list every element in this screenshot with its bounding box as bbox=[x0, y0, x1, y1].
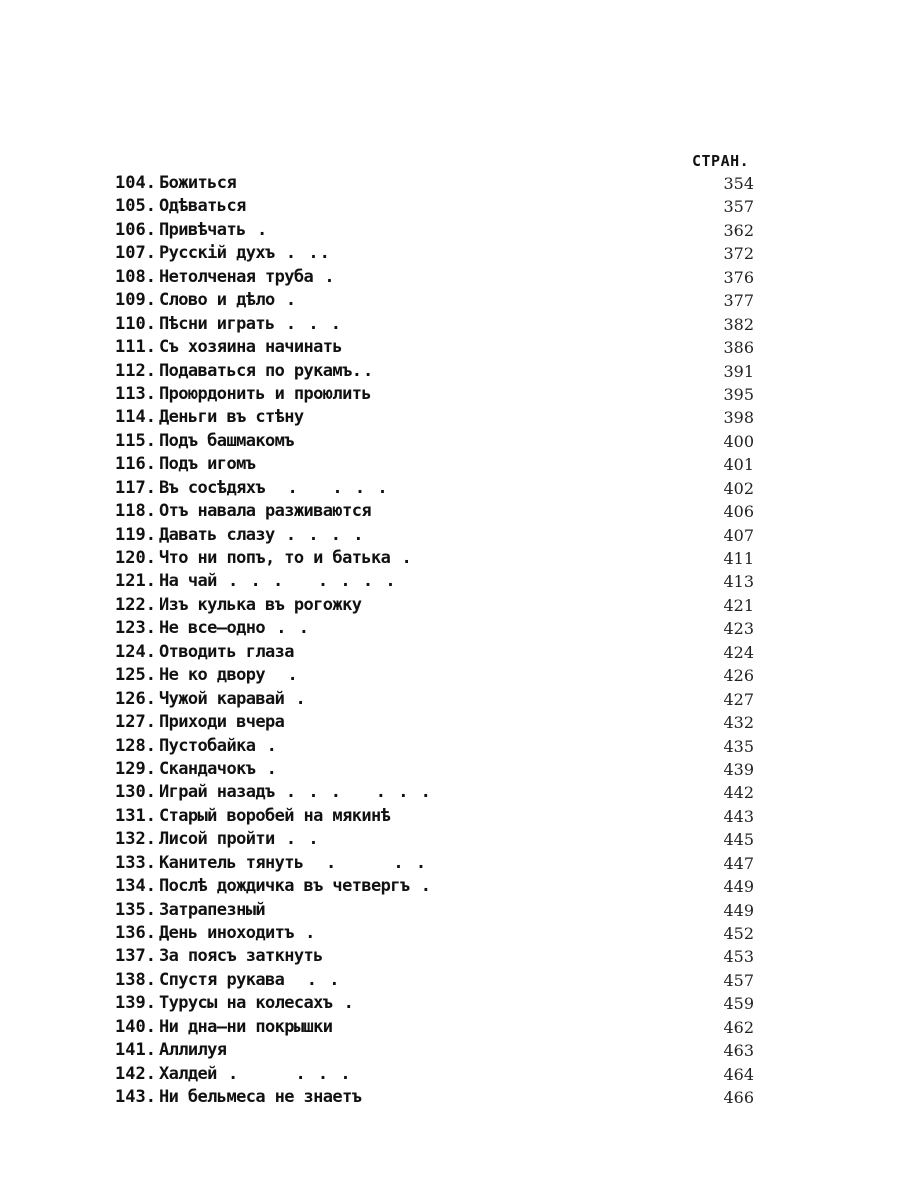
entry-page-number: 449 bbox=[723, 877, 754, 897]
toc-entry bbox=[104, 945, 764, 968]
entry-title: Пустобайка bbox=[159, 735, 256, 756]
toc-entry bbox=[104, 922, 764, 945]
entry-title-group bbox=[159, 524, 365, 547]
entry-page-number: 401 bbox=[723, 455, 754, 475]
entry-number: 130. bbox=[115, 782, 156, 803]
entry-page-number: 463 bbox=[723, 1041, 754, 1061]
toc-entry bbox=[104, 547, 764, 570]
toc-entry bbox=[104, 242, 764, 265]
entry-number: 136. bbox=[115, 923, 156, 943]
toc-entry bbox=[104, 219, 764, 242]
entry-title: Съ хозяина начинать bbox=[159, 337, 343, 358]
entry-title-group bbox=[159, 1063, 352, 1086]
entry-title: Не все—одно bbox=[159, 618, 265, 639]
entry-title-group bbox=[159, 664, 299, 687]
entry-number: 121. bbox=[115, 571, 156, 592]
toc-entry bbox=[104, 992, 764, 1015]
entry-title-group bbox=[159, 711, 284, 734]
entry-title-group bbox=[159, 781, 432, 804]
entry-number: 110. bbox=[115, 313, 156, 334]
entry-title-group bbox=[159, 266, 336, 289]
entry-number: 106. bbox=[115, 219, 156, 240]
entry-number: 137. bbox=[115, 946, 156, 967]
entry-page-number: 462 bbox=[723, 1017, 754, 1037]
entry-title-group bbox=[159, 805, 390, 828]
entry-title-group bbox=[159, 945, 323, 968]
toc-entry bbox=[104, 758, 764, 781]
entry-page-number: 443 bbox=[723, 806, 754, 826]
entry-page-number: 362 bbox=[723, 220, 754, 240]
entry-title: Давать слазу bbox=[159, 524, 275, 545]
toc-entry bbox=[104, 828, 764, 851]
entry-title: Деньги въ стѣну bbox=[159, 407, 304, 428]
dot-leader: . bbox=[313, 266, 336, 287]
entry-title: Спустя рукава bbox=[159, 969, 285, 990]
entry-page-number: 407 bbox=[723, 525, 754, 545]
toc-entry bbox=[104, 1086, 764, 1109]
dot-leader: .. bbox=[351, 360, 375, 381]
entry-page-number: 406 bbox=[723, 502, 754, 522]
dot-leader: . bbox=[255, 758, 278, 779]
page-column-header: СТРАН. bbox=[692, 152, 750, 170]
entry-page-number: 354 bbox=[723, 174, 754, 193]
toc-entry bbox=[104, 524, 764, 547]
entry-title-group bbox=[159, 922, 316, 945]
entry-title: Затрапезный bbox=[159, 899, 265, 920]
entry-title-group bbox=[159, 219, 268, 242]
entry-number: 128. bbox=[115, 735, 156, 756]
dot-leader: . bbox=[245, 219, 269, 240]
entry-number: 142. bbox=[115, 1063, 156, 1084]
toc-entry bbox=[104, 195, 764, 218]
entry-title-group bbox=[159, 172, 236, 195]
dot-leader: . . . . . . bbox=[274, 782, 432, 803]
entry-title-group bbox=[159, 735, 278, 758]
entry-title: Въ сосѣдяхъ bbox=[159, 477, 265, 498]
entry-page-number: 432 bbox=[723, 713, 754, 733]
entry-title: Нетолченая труба bbox=[159, 266, 314, 287]
toc-entry bbox=[104, 852, 764, 875]
entry-title: Отводить глаза bbox=[159, 641, 294, 662]
toc-entry bbox=[104, 664, 764, 687]
toc-entry bbox=[104, 899, 764, 922]
entry-title: Халдей bbox=[159, 1063, 217, 1084]
entry-page-number: 382 bbox=[723, 314, 754, 334]
entry-title-group bbox=[159, 1016, 332, 1039]
entry-title-group bbox=[159, 992, 355, 1015]
toc-entry bbox=[104, 289, 764, 312]
entry-title-group bbox=[159, 195, 246, 218]
entry-number: 140. bbox=[115, 1016, 156, 1037]
dot-leader: . . bbox=[284, 969, 341, 990]
entry-number: 127. bbox=[115, 712, 156, 733]
entry-page-number: 400 bbox=[723, 431, 754, 451]
toc-entry bbox=[104, 336, 764, 359]
toc-entry bbox=[104, 453, 764, 476]
dot-leader: . bbox=[274, 290, 298, 311]
toc-entry bbox=[104, 477, 764, 500]
entry-number: 109. bbox=[115, 290, 156, 311]
toc-entry bbox=[104, 430, 764, 453]
entry-title: Проюрдонить и проюлить bbox=[159, 383, 371, 404]
dot-leader: . . . . bbox=[264, 477, 389, 498]
entry-number: 126. bbox=[115, 688, 156, 709]
entry-page-number: 439 bbox=[723, 759, 754, 779]
toc-entry bbox=[104, 594, 764, 617]
entry-title: Канитель тянуть bbox=[159, 852, 304, 873]
entry-page-number: 452 bbox=[723, 924, 754, 943]
entry-title-group bbox=[159, 688, 307, 711]
entry-title: Ни дна—ни покрышки bbox=[159, 1016, 333, 1037]
toc-entry bbox=[104, 360, 764, 383]
entry-title-group bbox=[159, 360, 374, 383]
entry-number: 105. bbox=[115, 196, 156, 217]
entry-page-number: 421 bbox=[723, 595, 754, 615]
entry-page-number: 445 bbox=[723, 830, 754, 850]
toc-entry bbox=[104, 641, 764, 664]
entry-title: Чужой каравай bbox=[159, 688, 285, 709]
dot-leader: . bbox=[409, 876, 432, 897]
entry-page-number: 447 bbox=[723, 853, 754, 873]
dot-leader: . bbox=[293, 923, 317, 943]
entry-title-group bbox=[159, 1086, 361, 1109]
entry-number: 104. bbox=[115, 173, 156, 193]
toc-entry bbox=[104, 1016, 764, 1039]
dot-leader: . . . . bbox=[216, 1063, 352, 1084]
entry-page-number: 466 bbox=[723, 1088, 754, 1108]
entry-number: 124. bbox=[115, 641, 156, 662]
entry-number: 139. bbox=[115, 993, 156, 1014]
toc-entry bbox=[104, 570, 764, 593]
toc-entry bbox=[104, 383, 764, 406]
entry-page-number: 464 bbox=[723, 1064, 754, 1084]
entry-title-group bbox=[159, 828, 320, 851]
entry-number: 107. bbox=[115, 243, 156, 264]
entry-number: 125. bbox=[115, 665, 156, 686]
entry-title-group bbox=[159, 547, 413, 570]
dot-leader: . bbox=[255, 735, 278, 756]
entry-number: 116. bbox=[115, 454, 156, 475]
entry-page-number: 449 bbox=[723, 900, 754, 920]
entry-page-number: 395 bbox=[723, 384, 754, 404]
entry-number: 129. bbox=[115, 758, 156, 779]
entry-title-group bbox=[159, 570, 397, 593]
dot-leader: . bbox=[284, 688, 307, 709]
entry-title: На чай bbox=[159, 571, 217, 592]
entry-title: Пѣсни играть bbox=[159, 313, 275, 334]
entry-number: 113. bbox=[115, 383, 156, 404]
entry-number: 138. bbox=[115, 969, 156, 990]
toc-entry bbox=[104, 617, 764, 640]
entry-number: 119. bbox=[115, 524, 156, 545]
entry-title: Турусы на колесахъ bbox=[159, 993, 333, 1014]
entry-page-number: 424 bbox=[723, 642, 754, 662]
entry-page-number: 377 bbox=[723, 291, 754, 311]
entry-number: 143. bbox=[115, 1087, 156, 1108]
entry-title-group bbox=[159, 313, 342, 336]
entry-page-number: 423 bbox=[723, 619, 754, 639]
entry-page-number: 442 bbox=[723, 783, 754, 803]
entry-title-group bbox=[159, 594, 361, 617]
dot-leader: . . . bbox=[303, 852, 428, 873]
entry-page-number: 411 bbox=[723, 549, 754, 568]
entry-number: 141. bbox=[115, 1040, 156, 1061]
dot-leader: . .. bbox=[274, 243, 331, 264]
entry-page-number: 398 bbox=[723, 408, 754, 428]
entry-title: Старый воробей на мякинѣ bbox=[159, 805, 391, 826]
entry-page-number: 427 bbox=[723, 689, 754, 709]
entry-title: Аллилуя bbox=[159, 1040, 227, 1061]
toc-entry bbox=[104, 266, 764, 289]
entry-number: 131. bbox=[115, 805, 156, 826]
entry-title-group bbox=[159, 406, 304, 429]
entry-page-number: 357 bbox=[723, 197, 754, 217]
entry-number: 108. bbox=[115, 266, 156, 287]
entry-number: 122. bbox=[115, 594, 156, 615]
entry-page-number: 391 bbox=[723, 361, 754, 381]
entry-title: Послѣ дождичка въ четвергъ bbox=[159, 876, 410, 897]
entry-page-number: 457 bbox=[723, 970, 754, 990]
entry-number: 114. bbox=[115, 407, 156, 428]
entry-title: Приходи вчера bbox=[159, 712, 285, 733]
entry-title-group bbox=[159, 758, 278, 781]
dot-leader: . . . bbox=[274, 313, 343, 334]
entry-title-group bbox=[159, 875, 432, 898]
entry-number: 132. bbox=[115, 829, 156, 850]
entry-title-group bbox=[159, 641, 294, 664]
entry-number: 112. bbox=[115, 360, 156, 381]
toc-entry bbox=[104, 688, 764, 711]
entry-title-group bbox=[159, 1039, 226, 1062]
entry-number: 111. bbox=[115, 337, 156, 358]
toc-entry bbox=[104, 735, 764, 758]
entry-title-group bbox=[159, 852, 427, 875]
entry-title: Одѣваться bbox=[159, 196, 246, 217]
entry-title: Играй назадъ bbox=[159, 782, 275, 803]
entry-title-group bbox=[159, 617, 310, 640]
toc-entry bbox=[104, 1063, 764, 1086]
entry-page-number: 372 bbox=[723, 244, 754, 264]
toc-entry bbox=[104, 500, 764, 523]
entry-page-number: 426 bbox=[723, 666, 754, 686]
entry-title: Отъ навала разживаются bbox=[159, 501, 371, 522]
entry-page-number: 402 bbox=[723, 478, 754, 498]
entry-title-group bbox=[159, 477, 389, 500]
entry-title: За поясъ заткнуть bbox=[159, 946, 323, 967]
entry-number: 134. bbox=[115, 876, 156, 897]
entry-title-group bbox=[159, 383, 371, 406]
entry-title: Слово и дѣло bbox=[159, 290, 275, 311]
entry-title: День иноходитъ bbox=[159, 923, 294, 943]
entry-title: Скандачокъ bbox=[159, 758, 256, 779]
toc-entry bbox=[104, 805, 764, 828]
entry-page-number: 435 bbox=[723, 736, 754, 756]
entry-title: Ни бельмеса не знаетъ bbox=[159, 1087, 362, 1108]
dot-leader: . . . . bbox=[274, 524, 365, 545]
toc-entry bbox=[104, 781, 764, 804]
toc-entry bbox=[104, 711, 764, 734]
toc-entry bbox=[104, 1039, 764, 1062]
dot-leader: . . bbox=[274, 829, 320, 850]
entry-title-group bbox=[159, 289, 297, 312]
dot-leader: . bbox=[264, 665, 299, 686]
entry-title: Лисой пройти bbox=[159, 829, 275, 850]
entry-title: Подаваться по рукамъ bbox=[159, 360, 352, 381]
entry-title: Русскій духъ bbox=[159, 243, 275, 264]
entry-number: 117. bbox=[115, 477, 156, 498]
entry-page-number: 376 bbox=[723, 267, 754, 287]
entry-title-group bbox=[159, 899, 265, 922]
dot-leader: . bbox=[332, 993, 355, 1014]
entry-title: Подъ игомъ bbox=[159, 454, 256, 475]
entry-page-number: 386 bbox=[723, 338, 754, 358]
entry-page-number: 413 bbox=[723, 572, 754, 592]
toc-entry bbox=[104, 969, 764, 992]
entry-title-group bbox=[159, 336, 342, 359]
entry-title-group bbox=[159, 453, 255, 476]
entry-title-group bbox=[159, 242, 331, 265]
entry-title: Изъ кулька въ рогожку bbox=[159, 594, 362, 615]
toc-entry bbox=[104, 875, 764, 898]
entry-page-number: 459 bbox=[723, 994, 754, 1014]
dot-leader: . . bbox=[264, 618, 310, 639]
entry-title-group bbox=[159, 969, 340, 992]
entry-page-number: 453 bbox=[723, 947, 754, 967]
entry-title-group bbox=[159, 430, 294, 453]
toc-entry bbox=[104, 313, 764, 336]
table-of-contents bbox=[104, 172, 764, 1110]
entry-title: Что ни попъ, то и батька bbox=[159, 548, 391, 568]
entry-number: 120. bbox=[115, 548, 156, 568]
toc-entry bbox=[104, 406, 764, 429]
entry-title-group bbox=[159, 500, 371, 523]
entry-title: Подъ башмакомъ bbox=[159, 430, 294, 451]
entry-number: 123. bbox=[115, 618, 156, 639]
dot-leader: . bbox=[390, 548, 413, 568]
entry-title: Привѣчать bbox=[159, 219, 246, 240]
entry-number: 135. bbox=[115, 899, 156, 920]
entry-number: 118. bbox=[115, 501, 156, 522]
entry-number: 115. bbox=[115, 430, 156, 451]
dot-leader: . . . . . . . bbox=[216, 571, 397, 592]
entry-title: Не ко двору bbox=[159, 665, 265, 686]
entry-number: 133. bbox=[115, 852, 156, 873]
toc-entry bbox=[104, 172, 764, 195]
entry-title: Божиться bbox=[159, 173, 237, 193]
